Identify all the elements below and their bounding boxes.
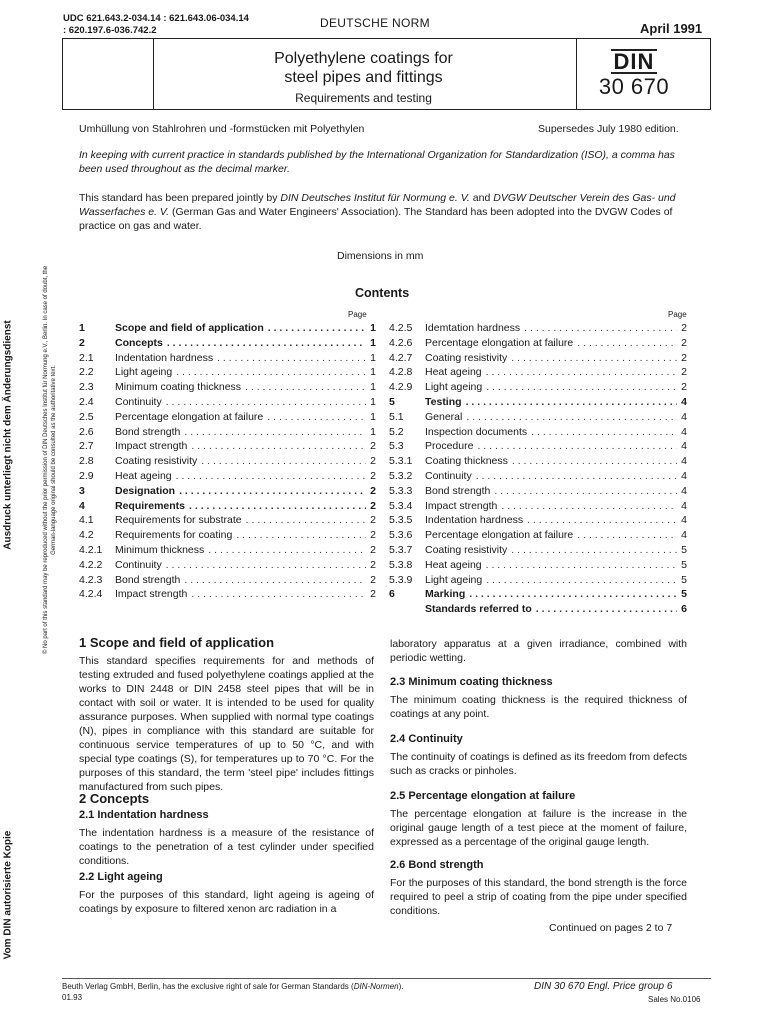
toc-entry: 5.3.9 Light ageing . . . 5 [389,574,687,588]
toc-entry: 5.3.3 Bond strength . . . 4 [389,485,687,499]
toc-entry: 5.3.4 Impact strength . . . 4 [389,500,687,514]
toc-entry: 4.2.1 Minimum thickness . . . 2 [79,544,376,558]
din-reference-footer: DIN 30 670 Engl. Price group 6 [534,981,673,992]
toc-entry: 2.5 Percentage elongation at failure . . . 1 [79,411,376,425]
din-number: 30 670 [598,74,670,99]
section-2-5-text: The percentage elongation at failure is the increase in the original gauge length of a test piece at the moment of failure, expressed as a percentage of the original gauge length. [390,808,687,848]
section-2-3-heading: 2.3 Minimum coating thickness [390,676,553,688]
copyright-notice: © No part of this standard may be reproduced without the prior permission of DIN Deutsches Institut für Normung e.V., Berlin. In case of doubt, the German-language original should be consulted as the authoritative text. [43,265,57,655]
din-logo: DIN [611,49,658,74]
dimensions-note: Dimensions in mm [337,250,424,262]
toc-entry: 2.6 Bond strength . . . 1 [79,426,376,440]
udc-line-2: : 620.197.6-036.742.2 [63,25,157,36]
section-2-2-heading: 2.2 Light ageing [79,871,163,883]
section-2-5-heading: 2.5 Percentage elongation at failure [390,790,576,802]
toc-entry: 4.2.9 Light ageing . . . 2 [389,381,687,395]
section-2-1-text: The indentation hardness is a measure of the resistance of coatings to the penetration of a test cylinder under specified conditions. [79,827,374,867]
document-title: Polyethylene coatings for steel pipes and fittings [274,50,453,86]
toc-entry: 4.2.7 Coating resistivity . . . 2 [389,352,687,366]
toc-entry: 4.1 Requirements for substrate . . . 2 [79,514,376,528]
toc-entry: 1 Scope and field of application . . . 1 [79,322,376,336]
section-2-4-text: The continuity of coatings is defined as its freedom from defects such as cracks or pinholes. [390,751,687,777]
section-1-text: This standard specifies requirements for and methods of testing extruded and fused polyethylene coatings applied at the works to DIN 2448 or DIN 2458 steel pipes that will be in contact with soil or water. It is intended to be used for quality assurance purposes. When supplied with normal type coatings (N), pipes in compliance with this standard are suitable for continuous service temperatures of up to 50 °C, and with special type coatings (S), for temperatures up to 70 °C. For the purposes of this standard, the term 'steel pipe' includes fittings manufactured from such pipes. [79,655,374,793]
section-1-heading: 1 Scope and field of application [79,635,275,650]
not-subject-notice: Ausdruck unterliegt nicht dem Änderungsdienst [2,320,14,550]
toc-entry: 5.3 Procedure . . . 4 [389,440,687,454]
toc-entry: 5.3.6 Percentage elongation at failure . . . 4 [389,529,687,543]
udc-line-1: UDC 621.643.2-034.14 : 621.643.06-034.14 [63,13,249,24]
toc-entry: 4.2.3 Bond strength . . . 2 [79,574,376,588]
publisher-note: Beuth Verlag GmbH, Berlin, has the exclusive right of sale for German Standards (DIN-Normen). [62,982,404,991]
toc-entry: 5.3.8 Heat ageing . . . 5 [389,559,687,573]
toc-entry: 5.3.7 Coating resistivity . . . 5 [389,544,687,558]
page-label-right: Page [668,310,687,319]
section-2-2-text: For the purposes of this standard, light ageing is ageing of coatings by exposure to filtered xenon arc radiation in a [79,889,374,915]
toc-entry: 4 Requirements . . . 2 [79,500,376,514]
toc-entry: 5.3.5 Indentation hardness . . . 4 [389,514,687,528]
toc-entry: 5.3.2 Continuity . . . 4 [389,470,687,484]
toc-entry: 5.1 General . . . 4 [389,411,687,425]
authorized-copy-notice: Vom DIN autorisierte Kopie [2,830,14,960]
toc-entry: 2 Concepts . . . 1 [79,337,376,351]
sales-number: Sales No.0106 [648,995,701,1004]
din-number-box [590,49,678,100]
toc-entry: 4.2.6 Percentage elongation at failure . . . 2 [389,337,687,351]
german-title: Umhüllung von Stahlrohren und -formstücken mit Polyethylen [79,123,365,135]
section-2-1-heading: 2.1 Indentation hardness [79,809,209,821]
toc-entry: 5 Testing . . . 4 [389,396,687,410]
document-subtitle: Requirements and testing [295,91,432,105]
toc-entry: 4.2.4 Impact strength . . . 2 [79,588,376,602]
toc-entry: 2.7 Impact strength . . . 2 [79,440,376,454]
toc-entry: 2.4 Continuity . . . 1 [79,396,376,410]
udc-classification [63,13,249,37]
section-2-6-text: For the purposes of this standard, the bond strength is the force required to peel a strip of coating from the pipe under specified conditions. [390,877,687,917]
contents-title: Contents [355,286,410,300]
norm-label: DEUTSCHE NORM [320,16,430,30]
toc-entry: 3 Designation . . . 2 [79,485,376,499]
prepared-paragraph: This standard has been prepared jointly by DIN Deutsches Institut für Normung e. V. and DVGW Deutscher Verein des Gas- und Wasserfaches e. V. (German Gas and Water Engineers' Association). The Standard has been adopted into the DVGW Codes of practice on gas and water. [79,192,676,232]
section-2-6-heading: 2.6 Bond strength [390,859,484,871]
toc-entry: 5.2 Inspection documents . . . 4 [389,426,687,440]
toc-entry: 4.2.2 Continuity . . . 2 [79,559,376,573]
section-2-3-text: The minimum coating thickness is the required thickness of coatings at any point. [390,694,687,720]
toc-entry: 2.9 Heat ageing . . . 2 [79,470,376,484]
supersedes-note: Supersedes July 1980 edition. [538,123,679,135]
section-2-2-continued: laboratory apparatus at a given irradiance, combined with periodic wetting. [390,638,687,664]
issue-date: April 1991 [640,21,703,36]
section-2-heading: 2 Concepts [79,791,150,806]
section-2-4-heading: 2.4 Continuity [390,733,463,745]
toc-entry: 5.3.1 Coating thickness . . . 4 [389,455,687,469]
toc-entry: Standards referred to . . . 6 [389,603,687,617]
footer-divider [62,978,711,979]
toc-entry: 2.3 Minimum coating thickness . . . 1 [79,381,376,395]
toc-entry: 2.2 Light ageing . . . 1 [79,366,376,380]
toc-entry: 2.8 Coating resistivity . . . 2 [79,455,376,469]
toc-entry: 6 Marking . . . 5 [389,588,687,602]
toc-entry: 4.2.5 Idemtation hardness . . . 2 [389,322,687,336]
page-label-left: Page [348,310,367,319]
toc-entry: 4.2.8 Heat ageing . . . 2 [389,366,687,380]
print-code: 01.93 [62,993,83,1002]
iso-note: In keeping with current practice in standards published by the International Organization for Standardization (ISO), a comma has been used throughout as the decimal marker. [79,149,675,175]
continued-note: Continued on pages 2 to 7 [549,922,673,934]
toc-entry: 4.2 Requirements for coating . . . 2 [79,529,376,543]
toc-entry: 2.1 Indentation hardness . . . 1 [79,352,376,366]
